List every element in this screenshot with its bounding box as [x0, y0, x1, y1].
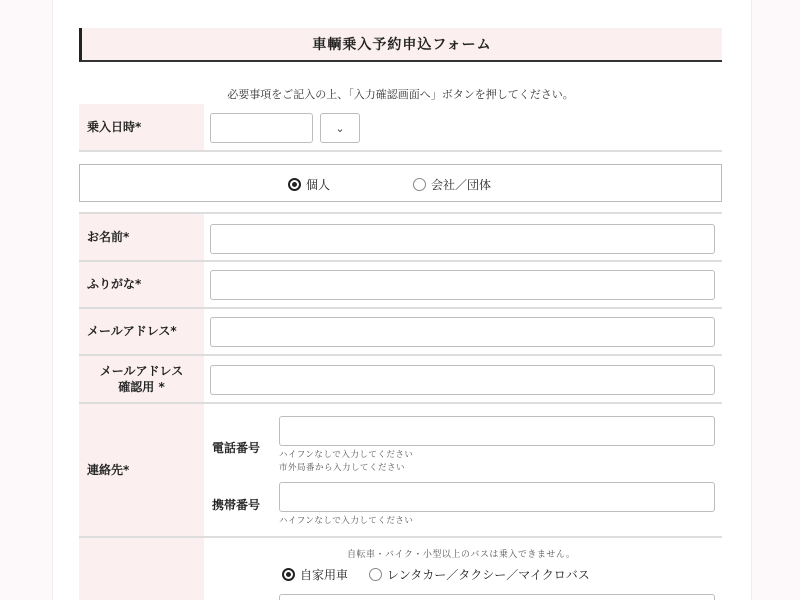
- form-instruction: 必要事項をご記入の上、「入力確認画面へ」ボタンを押してください。: [227, 88, 574, 101]
- vehicle-input[interactable]: [279, 594, 715, 600]
- email-row: [79, 309, 722, 356]
- furigana-label: ふりがな *: [79, 262, 204, 307]
- phone-hint: ハイフンなしで入力してください: [279, 450, 414, 460]
- email-confirm-label: メールアドレス 確認用 *: [79, 356, 204, 402]
- name-row: [79, 212, 722, 262]
- mobile-label: 携帯番号: [212, 498, 261, 512]
- mobile-hint: ハイフンなしで入力してください: [279, 516, 414, 526]
- contact-label: 連絡先 *: [79, 404, 204, 536]
- required-mark: *: [135, 277, 142, 292]
- required-mark: *: [135, 119, 142, 134]
- required-mark: *: [170, 324, 177, 339]
- name-input[interactable]: [210, 224, 715, 254]
- applicant-type-group: [79, 164, 722, 202]
- datetime-row: [79, 104, 722, 152]
- form-title-text: 車輌乗入予約申込フォーム: [312, 37, 492, 53]
- required-mark: *: [123, 229, 130, 244]
- furigana-input[interactable]: [210, 270, 715, 300]
- radio-individual[interactable]: 個人: [288, 176, 330, 193]
- contact-row: [79, 404, 722, 538]
- vehicle-note: 自転車・バイク・小型以上のバスは乗入できません。: [347, 550, 576, 560]
- form-title: [79, 28, 722, 62]
- radio-checked-icon: [288, 178, 301, 191]
- date-input[interactable]: [210, 113, 313, 143]
- vehicle-row: [79, 538, 722, 600]
- radio-private-car[interactable]: 自家用車: [282, 566, 348, 583]
- radio-unchecked-icon: [413, 178, 426, 191]
- radio-company[interactable]: 会社／団体: [413, 176, 491, 193]
- chevron-down-icon: ⌄: [335, 121, 345, 135]
- email-label: メールアドレス *: [79, 309, 204, 354]
- radio-rental-taxi-bus[interactable]: レンタカー／タクシー／マイクロバス: [369, 566, 590, 583]
- required-mark: *: [158, 380, 165, 394]
- email-confirm-input[interactable]: [210, 365, 715, 395]
- mobile-input[interactable]: [279, 482, 715, 512]
- time-select[interactable]: [320, 113, 360, 143]
- datetime-label: 乗入日時 *: [79, 104, 204, 150]
- radio-checked-icon: [282, 568, 295, 581]
- phone-hint-2: 市外局番から入力してください: [279, 463, 406, 473]
- radio-unchecked-icon: [369, 568, 382, 581]
- required-mark: *: [123, 462, 130, 477]
- email-input[interactable]: [210, 317, 715, 347]
- phone-label: 電話番号: [212, 441, 261, 455]
- email-confirm-row: [79, 356, 722, 404]
- name-label: お名前 *: [79, 214, 204, 260]
- furigana-row: [79, 262, 722, 309]
- phone-input[interactable]: [279, 416, 715, 446]
- vehicle-label: [79, 538, 204, 600]
